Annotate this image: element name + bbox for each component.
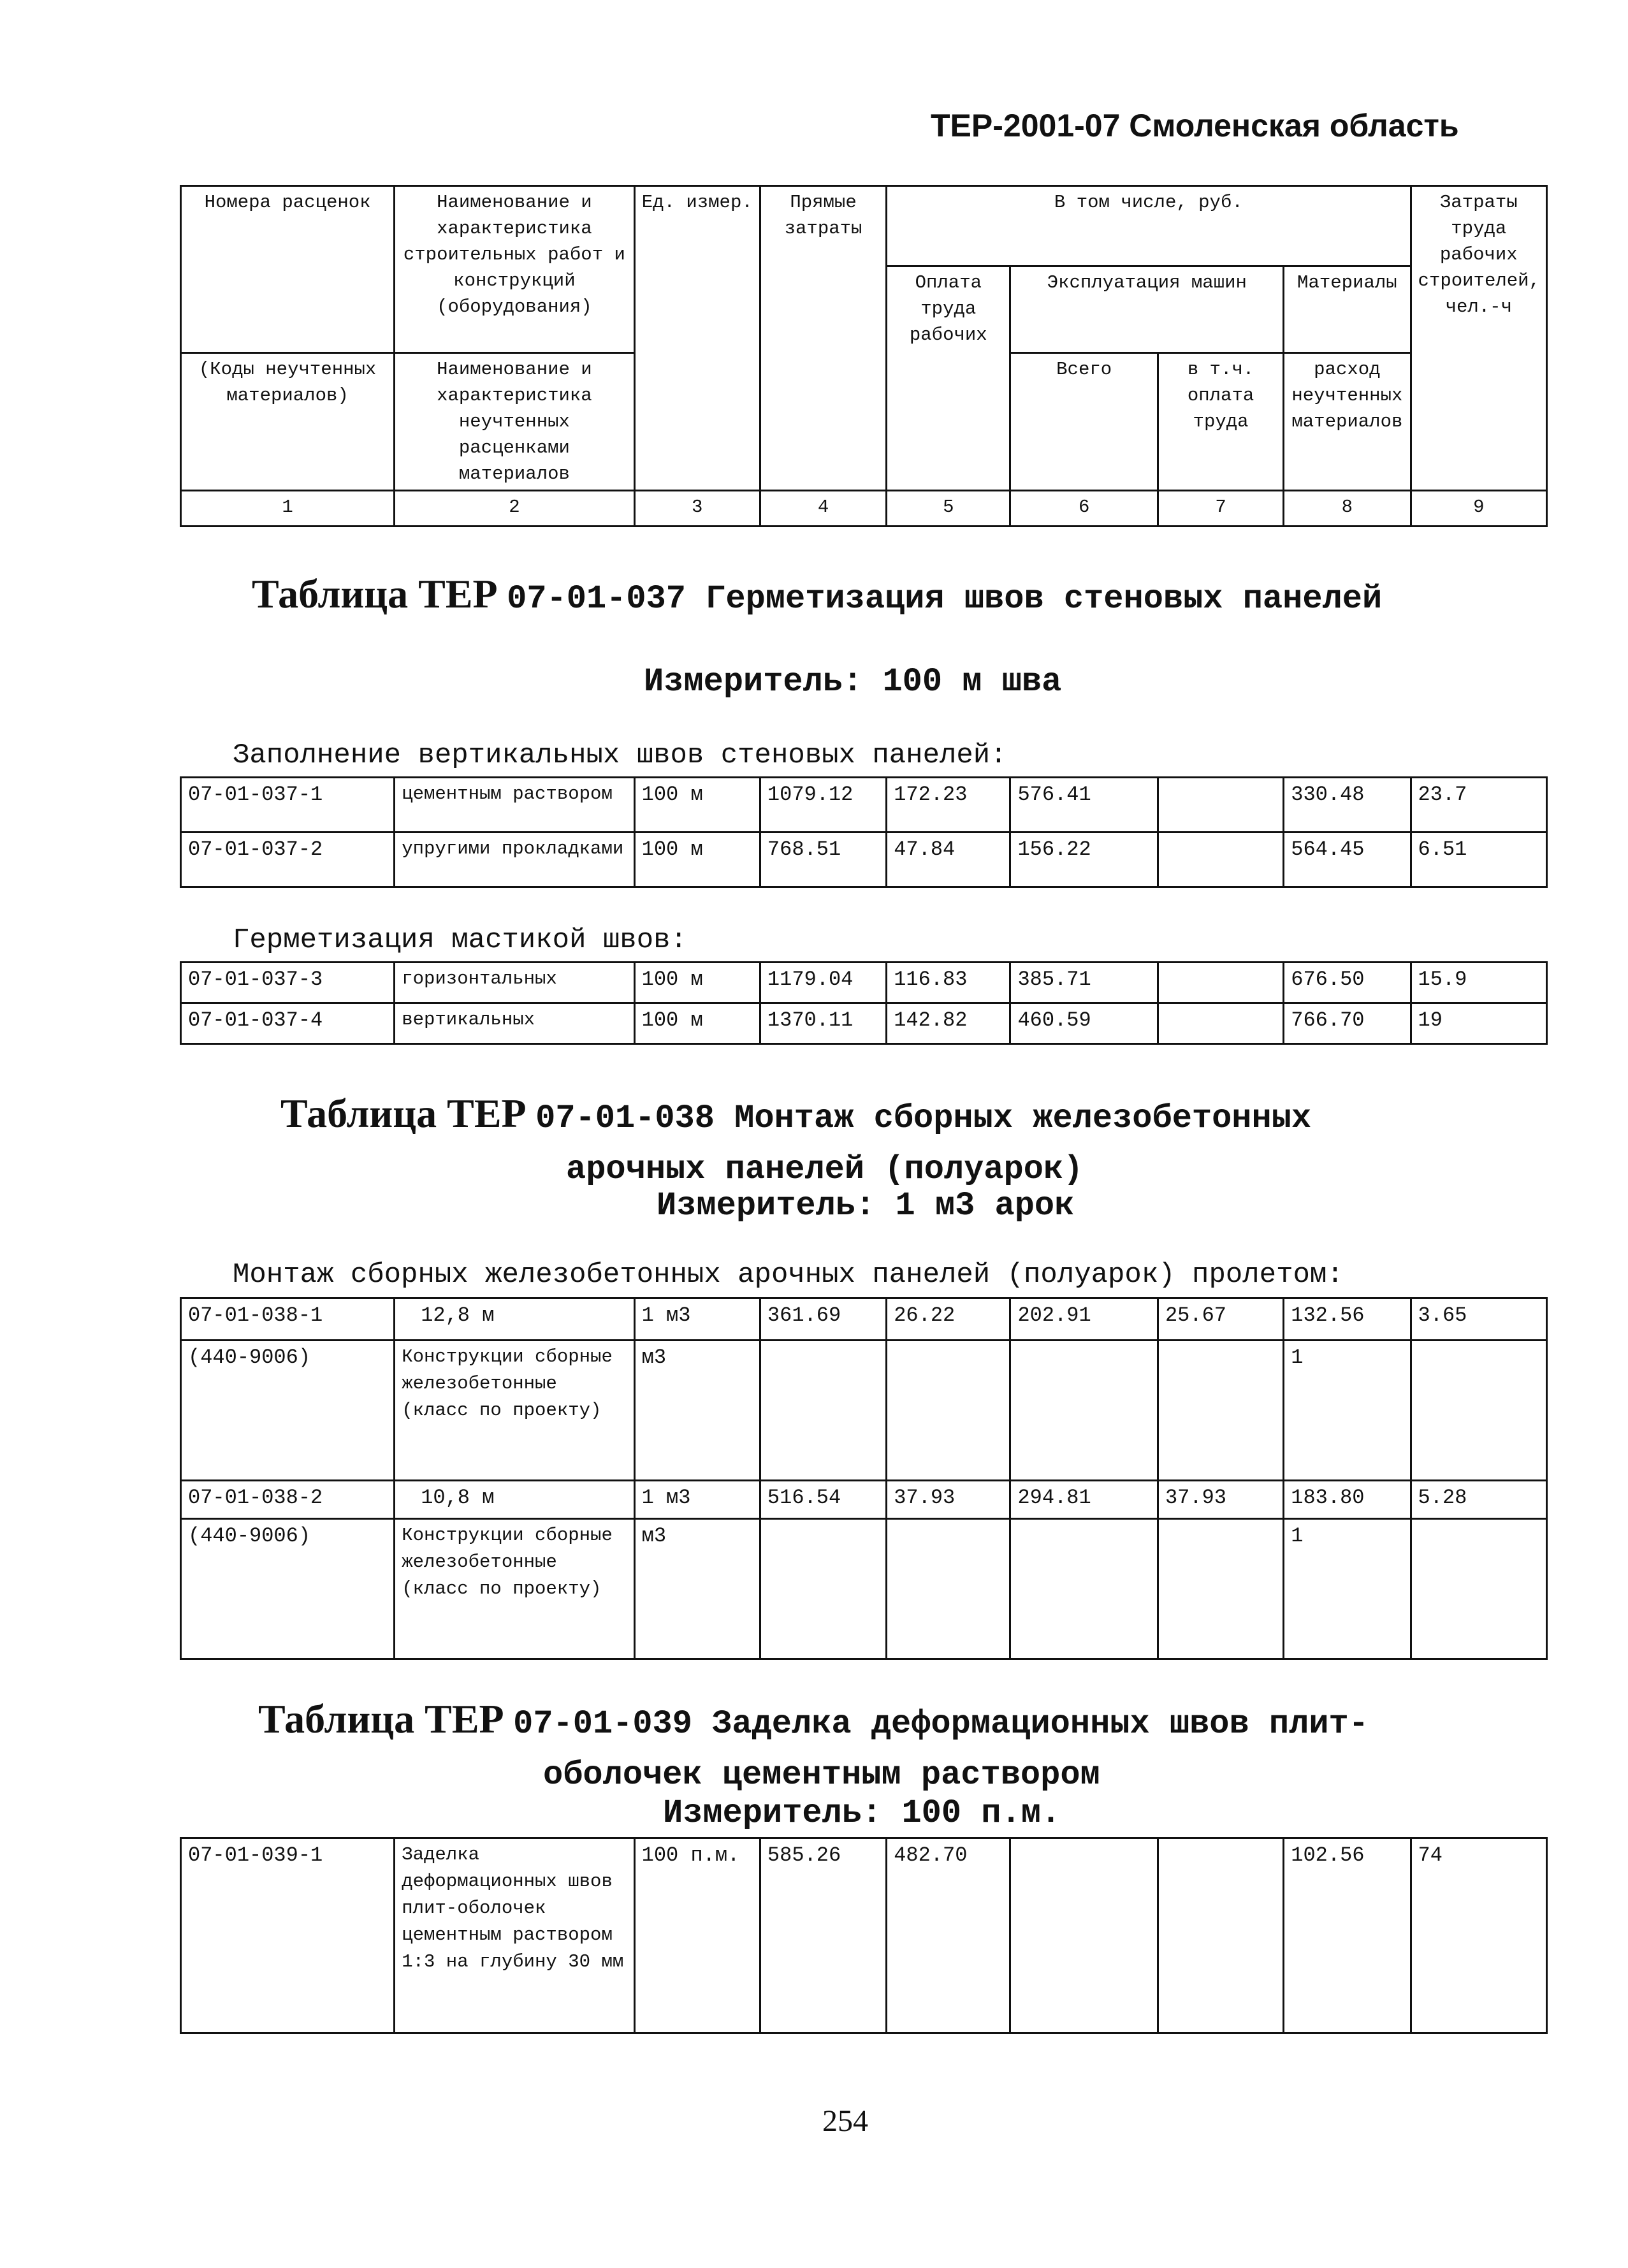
header-unaccounted-codes: (Коды неучтенных материалов) bbox=[181, 353, 395, 491]
unit-cell: 1 м3 bbox=[634, 1481, 760, 1519]
table-037-title-text: 07-01-037 Герметизация швов стеновых панелей bbox=[507, 580, 1383, 618]
table-039-measure: Измеритель: 100 п.м. bbox=[663, 1794, 1061, 1832]
table-037-section-1: Заполнение вертикальных швов стеновых панелей: bbox=[233, 739, 1007, 771]
table-row bbox=[181, 1298, 1547, 1341]
machines-cell: 576.41 bbox=[1010, 778, 1158, 832]
labor-cell: 37.93 bbox=[887, 1481, 1010, 1519]
materials-cell: 330.48 bbox=[1284, 778, 1411, 832]
table-037-rows-1 bbox=[180, 776, 1548, 888]
unit-cell: 100 м bbox=[634, 1003, 760, 1044]
unit-cell: м3 bbox=[634, 1519, 760, 1659]
hours-cell: 23.7 bbox=[1411, 778, 1546, 832]
code-cell: 07-01-038-1 bbox=[181, 1298, 395, 1341]
header-cost-group: В том числе, руб. bbox=[887, 186, 1411, 266]
machines-labor-cell bbox=[1158, 778, 1283, 832]
machines-cell: 385.71 bbox=[1010, 963, 1158, 1003]
unit-cell: 1 м3 bbox=[634, 1298, 760, 1341]
hours-cell bbox=[1411, 1341, 1546, 1481]
labor-cell bbox=[887, 1341, 1010, 1481]
header-labor-pay: Оплата труда рабочих bbox=[887, 266, 1010, 491]
direct-cell: 1079.12 bbox=[760, 778, 886, 832]
column-header-table bbox=[180, 185, 1548, 527]
column-number: 8 bbox=[1284, 491, 1411, 527]
materials-cell: 102.56 bbox=[1284, 1838, 1411, 2033]
machines-labor-cell bbox=[1158, 1519, 1283, 1659]
materials-cell: 564.45 bbox=[1284, 832, 1411, 887]
table-row bbox=[181, 832, 1547, 887]
table-038-rows bbox=[180, 1297, 1548, 1660]
table-039-rows bbox=[180, 1837, 1548, 2034]
labor-cell: 172.23 bbox=[887, 778, 1010, 832]
materials-cell: 132.56 bbox=[1284, 1298, 1411, 1341]
hours-cell: 15.9 bbox=[1411, 963, 1546, 1003]
name-cell: горизонтальных bbox=[395, 963, 634, 1003]
direct-cell: 361.69 bbox=[760, 1298, 886, 1341]
labor-cell: 26.22 bbox=[887, 1298, 1010, 1341]
machines-cell bbox=[1010, 1838, 1158, 2033]
direct-cell: 585.26 bbox=[760, 1838, 886, 2033]
header-unaccounted-materials: расход неучтенных материалов bbox=[1284, 353, 1411, 491]
machines-cell: 294.81 bbox=[1010, 1481, 1158, 1519]
table-038-title-2 bbox=[566, 1144, 1083, 1188]
machines-labor-cell bbox=[1158, 963, 1283, 1003]
direct-cell: 1179.04 bbox=[760, 963, 886, 1003]
table-039-title bbox=[258, 1696, 1369, 1743]
machines-cell: 460.59 bbox=[1010, 1003, 1158, 1044]
machines-cell: 202.91 bbox=[1010, 1298, 1158, 1341]
page-number: 254 bbox=[822, 2104, 868, 2138]
table-row bbox=[181, 963, 1547, 1003]
table-row bbox=[181, 1481, 1547, 1519]
table-038-title-lead: Таблица ТЕР bbox=[280, 1091, 527, 1136]
labor-cell: 482.70 bbox=[887, 1838, 1010, 2033]
hours-cell: 5.28 bbox=[1411, 1481, 1546, 1519]
materials-cell: 1 bbox=[1284, 1341, 1411, 1481]
direct-cell bbox=[760, 1519, 886, 1659]
column-number: 5 bbox=[887, 491, 1010, 527]
hours-cell: 3.65 bbox=[1411, 1298, 1546, 1341]
unit-cell: м3 bbox=[634, 1341, 760, 1481]
hours-cell bbox=[1411, 1519, 1546, 1659]
table-037-rows-2 bbox=[180, 961, 1548, 1045]
direct-cell: 768.51 bbox=[760, 832, 886, 887]
column-number: 9 bbox=[1411, 491, 1546, 527]
labor-cell: 116.83 bbox=[887, 963, 1010, 1003]
name-cell: вертикальных bbox=[395, 1003, 634, 1044]
hours-cell: 6.51 bbox=[1411, 832, 1546, 887]
name-cell: Конструкции сборные железобетонные (класс по проекту) bbox=[395, 1519, 634, 1659]
header-machines-labor: в т.ч. оплата труда bbox=[1158, 353, 1283, 491]
column-number: 6 bbox=[1010, 491, 1158, 527]
labor-cell: 142.82 bbox=[887, 1003, 1010, 1044]
table-037-section-2: Герметизация мастикой швов: bbox=[233, 924, 687, 956]
header-machines-total: Всего bbox=[1010, 353, 1158, 491]
code-cell: (440-9006) bbox=[181, 1341, 395, 1481]
column-number: 3 bbox=[634, 491, 760, 527]
header-labor-hours: Затраты труда рабочих строителей, чел.-ч bbox=[1411, 186, 1546, 491]
table-row bbox=[181, 1003, 1547, 1044]
column-number: 4 bbox=[760, 491, 886, 527]
machines-labor-cell bbox=[1158, 1003, 1283, 1044]
materials-cell: 1 bbox=[1284, 1519, 1411, 1659]
table-039-title-line-2: оболочек цементным раствором bbox=[543, 1756, 1100, 1794]
materials-cell: 183.80 bbox=[1284, 1481, 1411, 1519]
name-cell: 10,8 м bbox=[395, 1481, 634, 1519]
name-cell: 12,8 м bbox=[395, 1298, 634, 1341]
table-038-title-line-1: 07-01-038 Монтаж сборных железобетонных bbox=[535, 1100, 1312, 1137]
machines-cell: 156.22 bbox=[1010, 832, 1158, 887]
table-039-title-line-1: 07-01-039 Заделка деформационных швов плит- bbox=[513, 1705, 1369, 1743]
machines-labor-cell bbox=[1158, 1341, 1283, 1481]
header-name: Наименование и характеристика строительных работ и конструкций (оборудования) bbox=[395, 186, 634, 353]
code-cell: 07-01-037-3 bbox=[181, 963, 395, 1003]
table-038-title bbox=[280, 1090, 1311, 1137]
column-number: 7 bbox=[1158, 491, 1283, 527]
unit-cell: 100 п.м. bbox=[634, 1838, 760, 2033]
page-header: ТЕР-2001-07 Смоленская область bbox=[931, 108, 1459, 143]
code-cell: (440-9006) bbox=[181, 1519, 395, 1659]
direct-cell bbox=[760, 1341, 886, 1481]
header-machines-group: Эксплуатация машин bbox=[1010, 266, 1284, 353]
materials-cell: 676.50 bbox=[1284, 963, 1411, 1003]
materials-cell: 766.70 bbox=[1284, 1003, 1411, 1044]
name-cell: упругими прокладками bbox=[395, 832, 634, 887]
machines-labor-cell: 25.67 bbox=[1158, 1298, 1283, 1341]
header-materials: Материалы bbox=[1284, 266, 1411, 353]
code-cell: 07-01-037-2 bbox=[181, 832, 395, 887]
header-unit: Ед. измер. bbox=[634, 186, 760, 491]
code-cell: 07-01-037-1 bbox=[181, 778, 395, 832]
table-row bbox=[181, 778, 1547, 832]
labor-cell: 47.84 bbox=[887, 832, 1010, 887]
table-037-title-lead: Таблица ТЕР bbox=[252, 571, 498, 616]
hours-cell: 74 bbox=[1411, 1838, 1546, 2033]
column-number: 1 bbox=[181, 491, 395, 527]
machines-labor-cell: 37.93 bbox=[1158, 1481, 1283, 1519]
table-038-section: Монтаж сборных железобетонных арочных панелей (полуарок) пролетом: bbox=[233, 1259, 1344, 1291]
code-cell: 07-01-038-2 bbox=[181, 1481, 395, 1519]
table-039-title-2 bbox=[543, 1750, 1100, 1794]
machines-labor-cell bbox=[1158, 1838, 1283, 2033]
table-038-measure: Измеритель: 1 м3 арок bbox=[657, 1187, 1075, 1225]
header-codes: Номера расценок bbox=[181, 186, 395, 353]
table-row bbox=[181, 1838, 1547, 2033]
labor-cell bbox=[887, 1519, 1010, 1659]
unit-cell: 100 м bbox=[634, 963, 760, 1003]
table-row bbox=[181, 1341, 1547, 1481]
column-number: 2 bbox=[395, 491, 634, 527]
direct-cell: 1370.11 bbox=[760, 1003, 886, 1044]
unit-cell: 100 м bbox=[634, 832, 760, 887]
machines-cell bbox=[1010, 1341, 1158, 1481]
table-row bbox=[181, 1519, 1547, 1659]
table-037-measure: Измеритель: 100 м шва bbox=[644, 663, 1062, 701]
code-cell: 07-01-037-4 bbox=[181, 1003, 395, 1044]
name-cell: Конструкции сборные железобетонные (класс по проекту) bbox=[395, 1341, 634, 1481]
table-038-title-line-2: арочных панелей (полуарок) bbox=[566, 1151, 1084, 1188]
table-037-title bbox=[252, 571, 1382, 618]
header-direct-costs: Прямые затраты bbox=[760, 186, 886, 491]
name-cell: Заделка деформационных швов плит-оболочек цементным раствором 1:3 на глубину 30 мм bbox=[395, 1838, 634, 2033]
name-cell: цементным раствором bbox=[395, 778, 634, 832]
hours-cell: 19 bbox=[1411, 1003, 1546, 1044]
direct-cell: 516.54 bbox=[760, 1481, 886, 1519]
unit-cell: 100 м bbox=[634, 778, 760, 832]
machines-labor-cell bbox=[1158, 832, 1283, 887]
table-039-title-lead: Таблица ТЕР bbox=[258, 1696, 504, 1741]
machines-cell bbox=[1010, 1519, 1158, 1659]
code-cell: 07-01-039-1 bbox=[181, 1838, 395, 2033]
header-unaccounted-name: Наименование и характеристика неучтенных расценками материалов bbox=[395, 353, 634, 491]
